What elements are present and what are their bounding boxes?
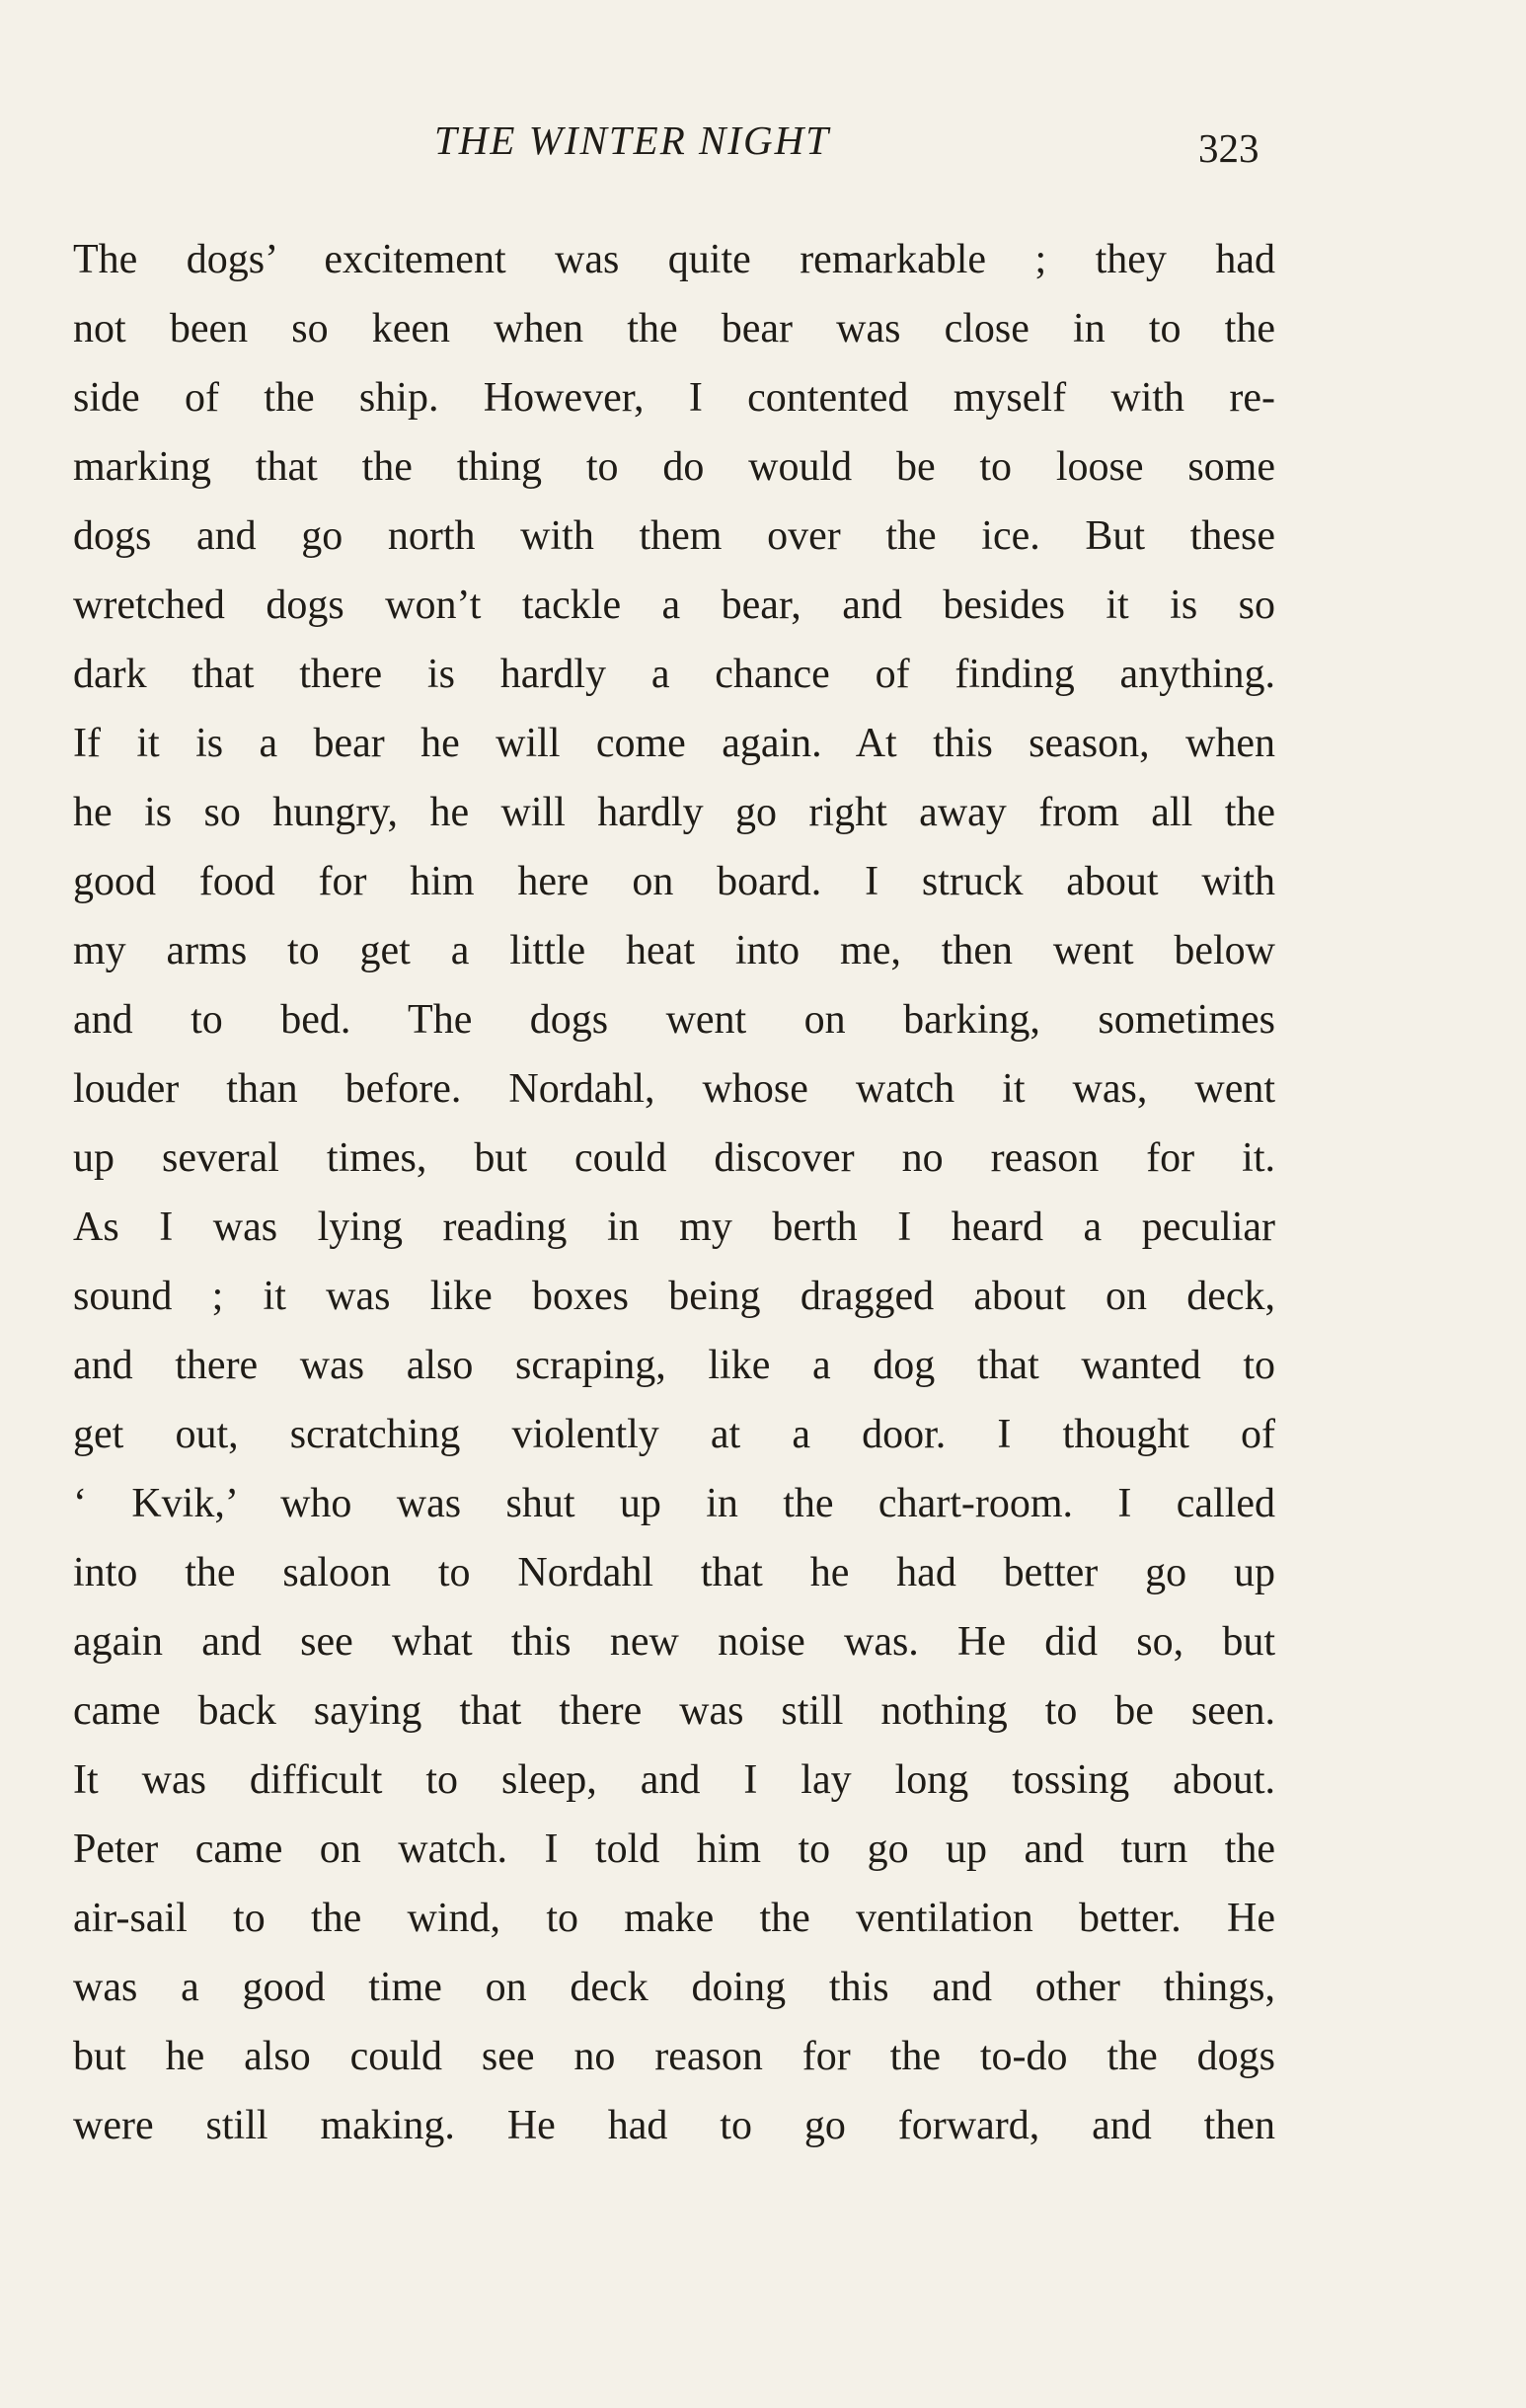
page-number: 323 (1198, 125, 1259, 171)
text-line: If it is a bear he will come again. At this season, when (73, 721, 1275, 766)
text-line: wretched dogs won’t tackle a bear, and besides it is so (73, 583, 1275, 628)
running-title: THE WINTER NIGHT (434, 117, 831, 163)
text-line: he is so hungry, he will hardly go right away from all the (73, 790, 1275, 835)
text-line: ‘ Kvik,’ who was shut up in the chart-room. I called (73, 1481, 1275, 1526)
text-line: but he also could see no reason for the to-do the dogs (73, 2034, 1275, 2079)
text-line: air-sail to the wind, to make the ventilation better. He (73, 1896, 1275, 1941)
text-line: again and see what this new noise was. He did so, but (73, 1619, 1275, 1665)
text-line: get out, scratching violently at a door. I thought of (73, 1412, 1275, 1457)
text-line: good food for him here on board. I struck about with (73, 859, 1275, 904)
text-line: It was difficult to sleep, and I lay long tossing about. (73, 1757, 1275, 1803)
text-line: sound ; it was like boxes being dragged about on deck, (73, 1274, 1275, 1319)
text-line: dark that there is hardly a chance of finding anything. (73, 652, 1275, 697)
text-line: and there was also scraping, like a dog that wanted to (73, 1343, 1275, 1388)
text-line: not been so keen when the bear was close in to the (73, 306, 1275, 351)
text-line: The dogs’ excitement was quite remarkable ; they had (73, 237, 1275, 282)
text-line: marking that the thing to do would be to loose some (73, 444, 1275, 490)
text-line: into the saloon to Nordahl that he had better go up (73, 1550, 1275, 1595)
text-line: were still making. He had to go forward, and then (73, 2103, 1275, 2148)
text-line: was a good time on deck doing this and other things, (73, 1965, 1275, 2010)
text-line: side of the ship. However, I contented myself with re- (73, 375, 1275, 421)
text-line: came back saying that there was still nothing to be seen. (73, 1688, 1275, 1734)
text-line: up several times, but could discover no reason for it. (73, 1135, 1275, 1181)
text-line: Peter came on watch. I told him to go up and turn the (73, 1826, 1275, 1872)
text-line: dogs and go north with them over the ice. But these (73, 513, 1275, 559)
text-line: my arms to get a little heat into me, then went below (73, 928, 1275, 973)
body-text (73, 225, 1275, 2160)
running-head (0, 111, 1526, 170)
text-line: and to bed. The dogs went on barking, sometimes (73, 997, 1275, 1043)
text-line: louder than before. Nordahl, whose watch it was, went (73, 1066, 1275, 1112)
text-line: As I was lying reading in my berth I heard a peculiar (73, 1204, 1275, 1250)
